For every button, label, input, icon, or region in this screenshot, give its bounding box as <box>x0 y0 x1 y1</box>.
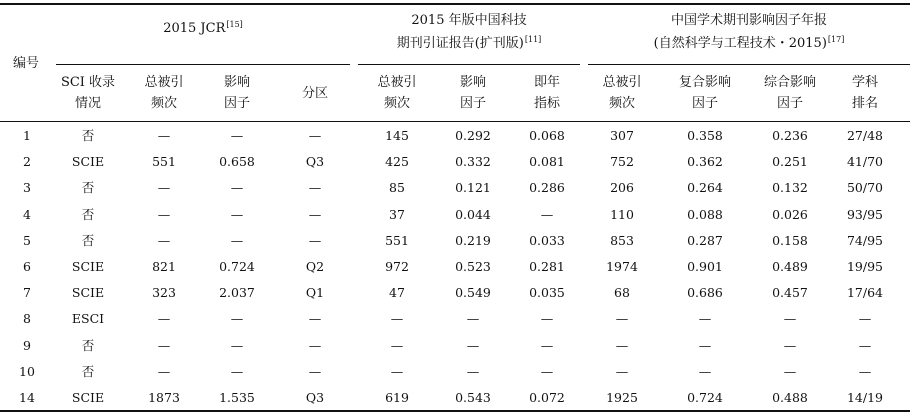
table-cell: 93/95 <box>846 206 884 222</box>
table-cell: 752 <box>610 154 634 170</box>
table-cell: 0.035 <box>529 285 565 301</box>
table-cell: 0.523 <box>455 259 491 274</box>
table-cell: — <box>157 180 171 196</box>
col-sci-status-l2: 情况 <box>74 96 101 111</box>
table-cell: 0.264 <box>687 180 723 196</box>
table-cell: — <box>308 180 322 196</box>
table-cell: 否 <box>81 232 95 248</box>
table-cell: — <box>466 363 480 379</box>
table-cell: 323 <box>152 285 176 301</box>
col-cst-if-l2: 因子 <box>459 96 486 111</box>
table-cell: 0.236 <box>772 128 808 143</box>
col-jcr-citations-l1: 总被引 <box>144 75 184 90</box>
table-cell: 85 <box>389 180 405 196</box>
table-cell: 否 <box>81 128 95 143</box>
table-cell: Q3 <box>305 154 325 170</box>
table-cell: 否 <box>81 337 95 353</box>
table-cell: — <box>230 206 244 222</box>
col-caj-composite-if-l2: 因子 <box>691 96 718 111</box>
table-cell: 551 <box>152 154 176 170</box>
col-cst-immediacy-l1: 即年 <box>533 75 560 90</box>
table-cell: — <box>615 337 629 353</box>
table-cell: 0.457 <box>772 285 808 301</box>
col-jcr-quartile: 分区 <box>301 86 328 101</box>
table-cell: — <box>390 311 404 327</box>
table-top-rule <box>0 3 910 5</box>
table-cell: 68 <box>614 285 630 301</box>
table-cell: — <box>157 363 171 379</box>
table-cell: 0.088 <box>687 206 723 222</box>
group-header-cstpcd-title: 期刊引证报告(扩刊版) <box>396 36 524 51</box>
group-rule-cajcd <box>588 64 910 65</box>
col-caj-citations-l1: 总被引 <box>602 75 642 90</box>
table-cell: 0.072 <box>529 390 565 405</box>
table-cell: 50/70 <box>846 180 884 196</box>
table-cell: — <box>308 128 322 143</box>
table-cell: — <box>308 337 322 353</box>
table-cell: 0.121 <box>455 180 491 196</box>
table-cell: 0.081 <box>529 154 565 170</box>
table-cell: 19/95 <box>846 259 884 274</box>
table-cell: 821 <box>152 259 176 274</box>
table-cell: 0.251 <box>772 154 808 170</box>
table-cell: 0.724 <box>219 259 255 274</box>
table-cell: — <box>783 311 797 327</box>
header-bottom-rule <box>0 121 910 122</box>
table-cell: 14/19 <box>846 390 884 405</box>
table-cell: 0.488 <box>772 390 808 405</box>
table-cell: — <box>230 363 244 379</box>
row-id-cell: 1 <box>23 128 31 143</box>
row-id-cell: 7 <box>23 285 31 301</box>
group-header-jcr-title: 2015 JCR <box>163 21 226 36</box>
group-rule-cstpcd <box>358 64 580 65</box>
table-cell: 0.044 <box>455 206 491 222</box>
table-cell: — <box>230 128 244 143</box>
table-cell: — <box>540 311 554 327</box>
table-cell: 否 <box>81 206 95 222</box>
table-cell: — <box>157 311 171 327</box>
table-cell: — <box>615 363 629 379</box>
table-cell: — <box>698 337 712 353</box>
group-header-cstpcd-line1: 2015 年版中国科技 <box>411 13 527 28</box>
table-cell: Q3 <box>305 390 325 405</box>
col-sci-status-l1: SCI 收录 <box>60 75 116 90</box>
table-cell: 425 <box>385 154 409 170</box>
table-cell: — <box>540 206 554 222</box>
table-cell: 206 <box>610 180 634 196</box>
group-header-cstpcd-line2 <box>358 36 580 52</box>
table-bottom-rule <box>0 410 910 412</box>
group-header-jcr <box>56 21 350 37</box>
table-cell: 0.901 <box>687 259 723 274</box>
table-cell: 0.219 <box>455 232 491 248</box>
col-cst-if-l1: 影响 <box>459 75 486 90</box>
jcr-citation: [15] <box>226 19 243 29</box>
row-id-cell: 8 <box>23 311 31 327</box>
cstpcd-citation: [11] <box>524 34 542 44</box>
table-cell: 0.686 <box>687 285 723 301</box>
table-cell: — <box>157 232 171 248</box>
group-header-cajcd-title: (自然科学与工程技术・2015) <box>653 36 827 51</box>
col-jcr-if-l2: 因子 <box>223 96 250 111</box>
table-cell: 否 <box>81 180 95 196</box>
row-id-cell: 9 <box>23 337 31 353</box>
table-cell: — <box>308 232 322 248</box>
table-cell: 0.068 <box>529 128 565 143</box>
table-cell: — <box>230 232 244 248</box>
table-cell: 41/70 <box>846 154 884 170</box>
table-cell: 551 <box>385 232 409 248</box>
table-cell: 0.281 <box>529 259 565 274</box>
table-cell: 0.033 <box>529 232 565 248</box>
table-cell: 0.724 <box>687 390 723 405</box>
header-id: 编号 <box>12 56 39 71</box>
table-cell: — <box>390 363 404 379</box>
table-cell: — <box>308 363 322 379</box>
table-cell: 0.658 <box>219 154 255 170</box>
cajcd-citation: [17] <box>827 34 845 44</box>
table-cell: — <box>466 311 480 327</box>
table-cell: — <box>157 128 171 143</box>
table-cell: ESCI <box>71 311 105 327</box>
table-cell: 0.543 <box>455 390 491 405</box>
table-cell: SCIE <box>71 154 105 170</box>
table-cell: 1925 <box>606 390 638 405</box>
table-cell: 0.026 <box>772 206 808 222</box>
col-caj-rank-l2: 排名 <box>851 96 878 111</box>
col-caj-citations-l2: 频次 <box>608 96 635 111</box>
table-cell: — <box>615 311 629 327</box>
table-cell: 972 <box>385 259 409 274</box>
table-cell: SCIE <box>71 390 105 405</box>
table-cell: — <box>783 337 797 353</box>
row-id-cell: 4 <box>23 206 31 222</box>
table-cell: 74/95 <box>846 232 884 248</box>
col-caj-rank-l1: 学科 <box>851 75 878 90</box>
table-cell: — <box>230 337 244 353</box>
table-cell: 0.158 <box>772 232 808 248</box>
table-cell: 0.132 <box>772 180 808 196</box>
table-cell: — <box>540 363 554 379</box>
table-cell: SCIE <box>71 259 105 274</box>
table-cell: 853 <box>610 232 634 248</box>
col-caj-composite-if-l1: 复合影响 <box>678 75 731 90</box>
col-jcr-citations-l2: 频次 <box>150 96 177 111</box>
table-cell: 0.489 <box>772 259 808 274</box>
table-cell: — <box>390 337 404 353</box>
table-cell: — <box>157 206 171 222</box>
table-cell: 0.287 <box>687 232 723 248</box>
table-cell: — <box>230 311 244 327</box>
table-cell: 0.362 <box>687 154 723 170</box>
col-cst-immediacy-l2: 指标 <box>533 96 560 111</box>
group-header-cajcd-line1: 中国学术期刊影响因子年报 <box>670 13 827 28</box>
table-cell: 110 <box>610 206 634 222</box>
table-cell: 0.358 <box>687 128 723 143</box>
table-cell: Q1 <box>305 285 325 301</box>
row-id-cell: 5 <box>23 232 31 248</box>
table-cell: — <box>308 311 322 327</box>
table-cell: Q2 <box>305 259 325 274</box>
row-id-cell: 6 <box>23 259 31 274</box>
table-cell: 619 <box>385 390 409 405</box>
table-cell: 否 <box>81 363 95 379</box>
col-caj-comprehensive-if-l1: 综合影响 <box>763 75 816 90</box>
col-cst-citations-l2: 频次 <box>383 96 410 111</box>
table-cell: — <box>157 337 171 353</box>
table-cell: — <box>230 180 244 196</box>
table-cell: SCIE <box>71 285 105 301</box>
row-id-cell: 3 <box>23 180 31 196</box>
table-cell: 0.549 <box>455 285 491 301</box>
table-cell: 27/48 <box>846 128 884 143</box>
table-cell: 0.286 <box>529 180 565 196</box>
table-cell: — <box>858 363 872 379</box>
table-cell: 145 <box>385 128 409 143</box>
table-cell: 17/64 <box>846 285 884 301</box>
table-cell: 47 <box>389 285 405 301</box>
table-cell: 1974 <box>606 259 638 274</box>
row-id-cell: 10 <box>19 363 35 379</box>
table-cell: 307 <box>610 128 634 143</box>
table-cell: — <box>698 363 712 379</box>
col-jcr-if-l1: 影响 <box>223 75 250 90</box>
group-rule-jcr <box>56 64 350 65</box>
table-cell: 1.535 <box>219 390 255 405</box>
table-cell: 37 <box>389 206 405 222</box>
col-caj-comprehensive-if-l2: 因子 <box>776 96 803 111</box>
row-id-cell: 14 <box>19 390 35 405</box>
table-cell: — <box>783 363 797 379</box>
table-cell: — <box>308 206 322 222</box>
table-cell: — <box>698 311 712 327</box>
table-cell: — <box>540 337 554 353</box>
table-cell: 2.037 <box>219 285 255 301</box>
row-id-cell: 2 <box>23 154 31 170</box>
table-cell: — <box>858 311 872 327</box>
col-cst-citations-l1: 总被引 <box>377 75 417 90</box>
group-header-cajcd-line2 <box>588 36 910 52</box>
table-cell: 0.292 <box>455 128 491 143</box>
table-cell: — <box>858 337 872 353</box>
table-cell: — <box>466 337 480 353</box>
table-cell: 1873 <box>148 390 180 405</box>
table-cell: 0.332 <box>455 154 491 170</box>
